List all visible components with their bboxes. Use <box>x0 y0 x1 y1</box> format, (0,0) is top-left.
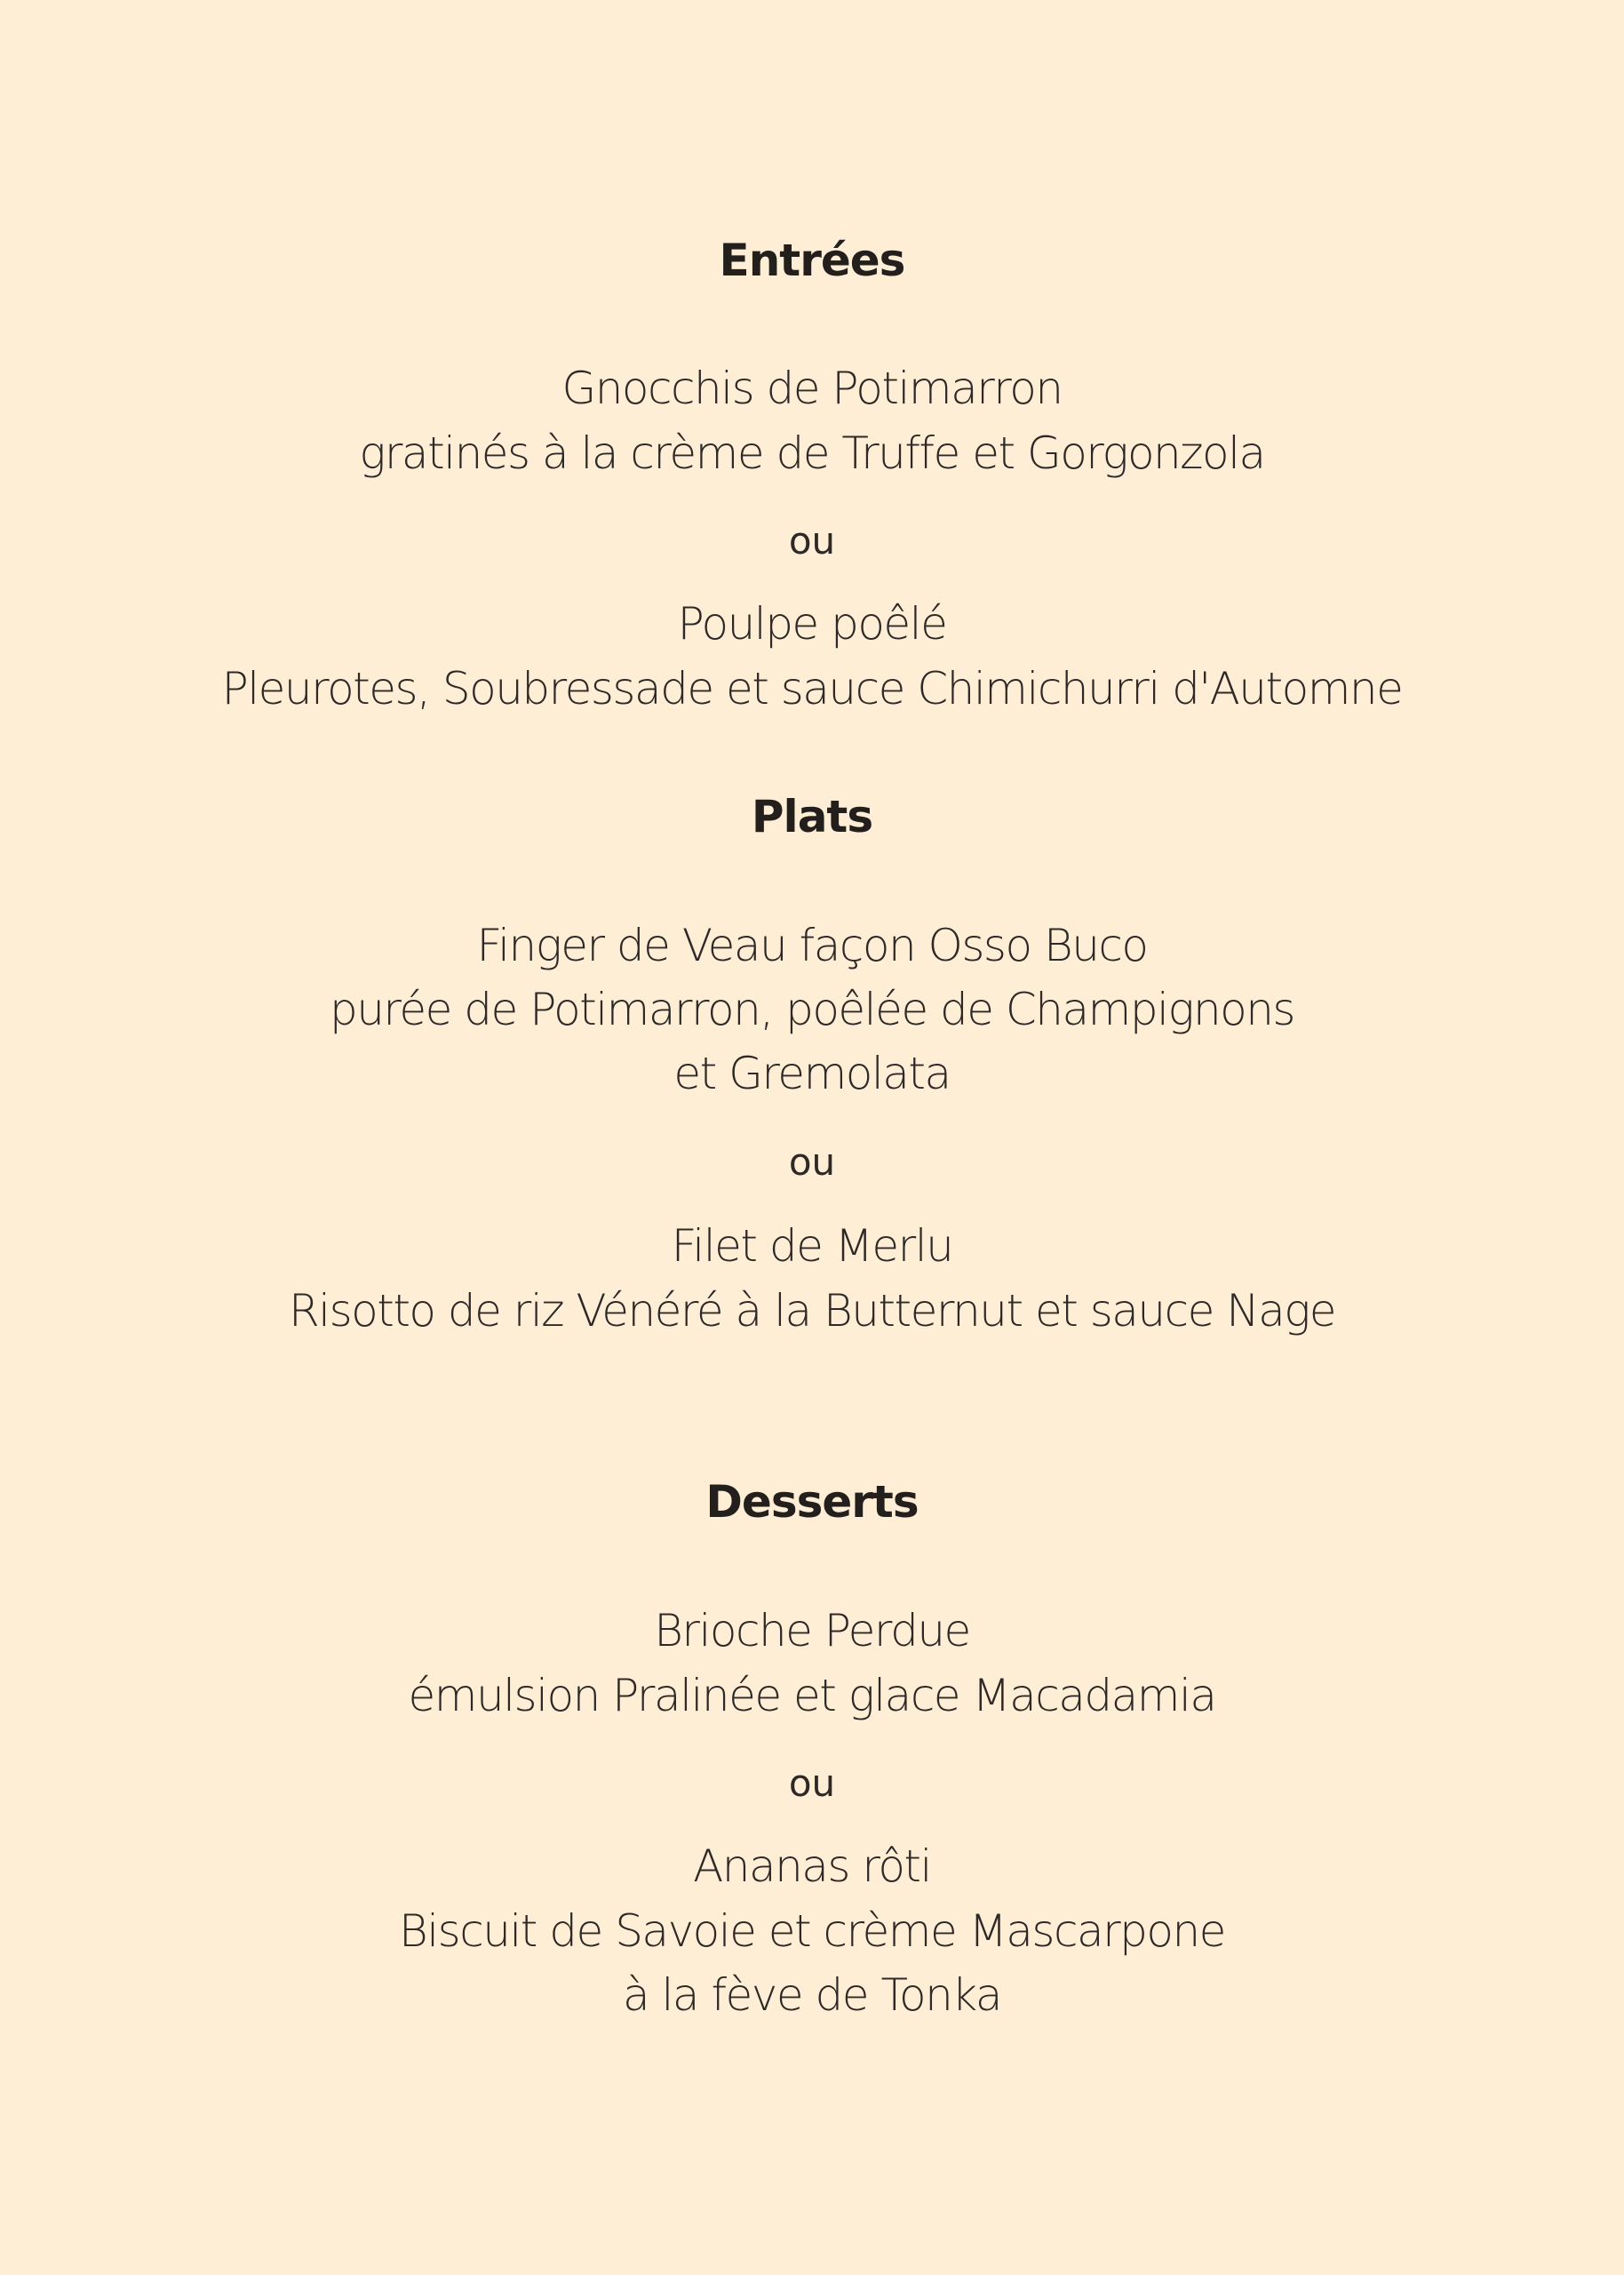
dish-line: Pleurotes, Soubressade et sauce Chimichurri d'Automne <box>221 663 1403 714</box>
separator-ou: ou <box>788 1761 836 1805</box>
dish-line: Gnocchis de Potimarron <box>561 363 1063 414</box>
dish-line: Poulpe poêlé <box>677 598 947 650</box>
dish-line: Biscuit de Savoie et crème Mascarpone <box>399 1905 1225 1957</box>
dish-line: purée de Potimarron, poêlée de Champignons <box>330 984 1294 1035</box>
section-title-plats: Plats <box>751 791 873 842</box>
dish-line: Brioche Perdue <box>654 1605 970 1656</box>
dish-line: Risotto de riz Vénéré à la Butternut et sauce Nage <box>288 1285 1336 1337</box>
dish-line: à la fève de Tonka <box>622 1969 1001 2021</box>
dish-line: émulsion Pralinée et glace Macadamia <box>408 1670 1216 1721</box>
section-title-desserts: Desserts <box>705 1476 919 1528</box>
dish-line: Filet de Merlu <box>671 1220 953 1272</box>
dish-line: gratinés à la crème de Truffe et Gorgonzola <box>359 427 1265 479</box>
dish-line: et Gremolata <box>673 1048 951 1099</box>
separator-ou: ou <box>788 519 836 563</box>
dish-line: Finger de Veau façon Osso Buco <box>476 920 1148 971</box>
dish-line: Ananas rôti <box>693 1840 931 1892</box>
separator-ou: ou <box>788 1140 836 1184</box>
section-title-entrees: Entrées <box>719 235 905 286</box>
